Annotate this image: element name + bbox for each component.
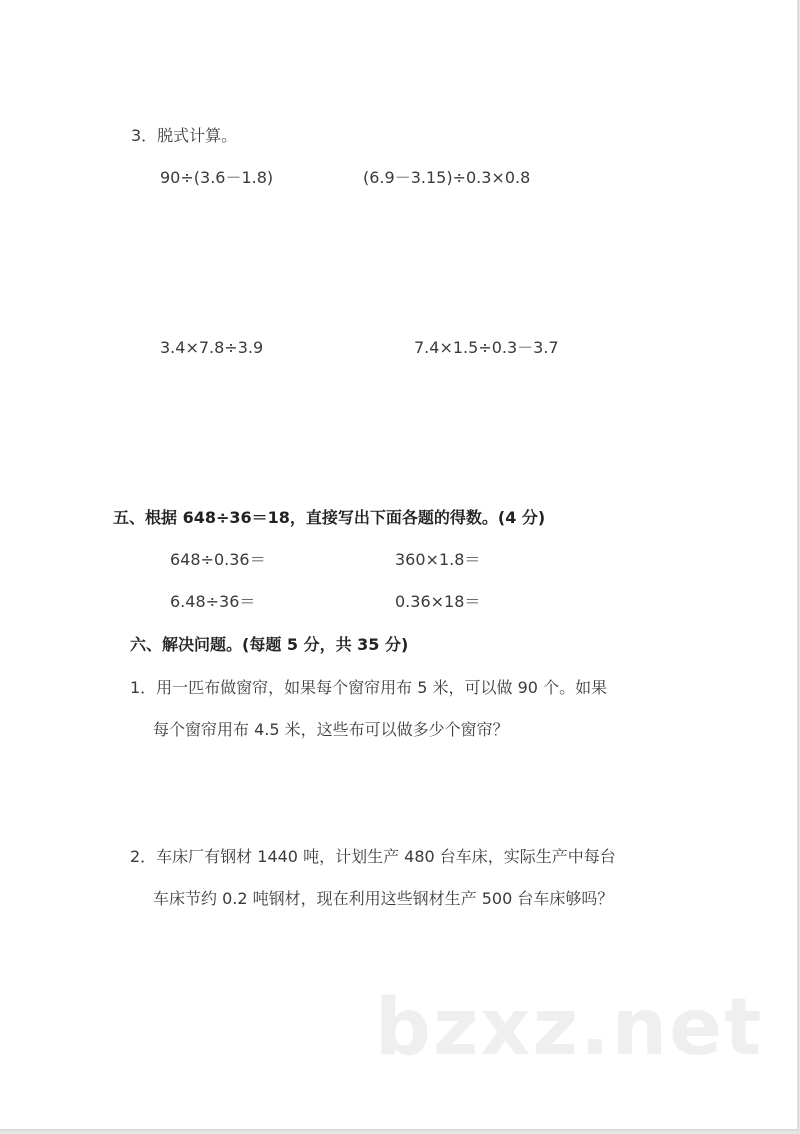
section6-q2-line2: 车床节约 0.2 吨钢材，现在利用这些钢材生产 500 台车床够吗？ — [153, 889, 614, 908]
section5-item-2: 360×1.8＝ — [395, 550, 481, 569]
section6-heading: 六、解决问题。(每题 5 分，共 35 分) — [130, 635, 409, 654]
q3-problem-1: 90÷(3.6－1.8) — [160, 168, 274, 187]
section5-item-1: 648÷0.36＝ — [170, 550, 266, 569]
q3-problem-4: 7.4×1.5÷0.3－3.7 — [414, 338, 559, 357]
q3-problem-3: 3.4×7.8÷3.9 — [160, 338, 264, 357]
section6-q1-line1: 1．用一匹布做窗帘，如果每个窗帘用布 5 米，可以做 90 个。如果 — [130, 678, 608, 697]
q3-title: 3．脱式计算。 — [131, 126, 238, 145]
section6-q2-line1: 2．车床厂有钢材 1440 吨，计划生产 480 台车床，实际生产中每台 — [130, 847, 616, 866]
q3-problem-2: (6.9－3.15)÷0.3×0.8 — [363, 168, 531, 187]
section5-item-4: 0.36×18＝ — [395, 592, 481, 611]
section5-heading: 五、根据 648÷36＝18，直接写出下面各题的得数。(4 分) — [113, 508, 546, 527]
section6-q1-line2: 每个窗帘用布 4.5 米，这些布可以做多少个窗帘？ — [153, 720, 509, 739]
section5-item-3: 6.48÷36＝ — [170, 592, 256, 611]
watermark: bzxz.net — [375, 983, 764, 1073]
